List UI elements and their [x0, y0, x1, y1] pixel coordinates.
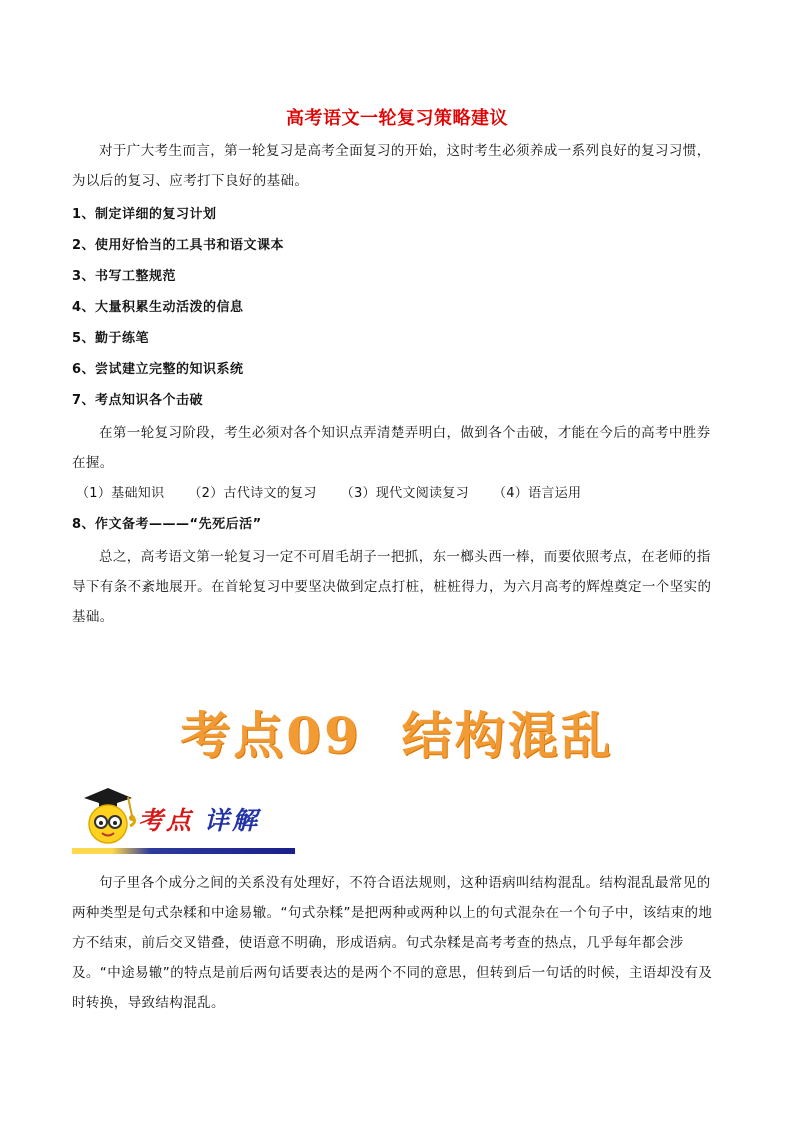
sub-item-row — [76, 484, 581, 504]
item7-paragraph: 在第一轮复习阶段，考生必须对各个知识点弄清楚弄明白，做到各个击破，才能在今后的高考中胜券在握。 — [72, 425, 711, 471]
banner-underline — [72, 848, 295, 854]
list-item: 2、使用好恰当的工具书和语文课本 — [72, 238, 285, 253]
list-item: 5、勤于练笔 — [72, 331, 150, 346]
sub-item: （1）基础知识 — [76, 486, 165, 501]
section-title — [0, 696, 794, 768]
list-item: 7、考点知识各个击破 — [72, 393, 204, 408]
banner-part1: 考点 — [138, 806, 195, 835]
list-item: 6、尝试建立完整的知识系统 — [72, 362, 244, 377]
intro-paragraph: 对于广大考生而言，第一轮复习是高考全面复习的开始，这时考生必须养成一系列良好的复习习惯，为以后的复习、应考打下良好的基础。 — [72, 143, 711, 189]
sub-item: （3）现代文阅读复习 — [340, 486, 469, 501]
sub-item: （2）古代诗文的复习 — [188, 486, 317, 501]
list-item: 3、书写工整规范 — [72, 269, 177, 284]
list-item: 1、制定详细的复习计划 — [72, 207, 217, 222]
sub-item: （4）语言运用 — [492, 486, 582, 501]
document-title: 高考语文一轮复习策略建议 — [286, 108, 508, 129]
banner-part2: 详解 — [204, 806, 261, 835]
conclusion-paragraph: 总之，高考语文第一轮复习一定不可眉毛胡子一把抓，东一榔头西一棒，而要依照考点，在老师的指导下有条不紊地展开。在首轮复习中要坚决做到定点打桩，桩桩得力，为六月高考的辉煌奠定一个坚实的基础。 — [72, 549, 712, 625]
list-item: 8、作文备考———“先死后活” — [72, 517, 262, 532]
banner-heading — [138, 801, 260, 837]
section-title-text: 结构混乱 — [401, 706, 614, 765]
list-item: 4、大量积累生动活泼的信息 — [72, 300, 244, 315]
explanation-paragraph: 句子里各个成分之间的关系没有处理好，不符合语法规则，这种语病叫结构混乱。结构混乱最常见的两种类型是句式杂糅和中途易辙。“句式杂糅”是把两种或两种以上的句式混杂在一个句子中，该结束的地方不结束，前后交叉错叠，使语意不明确，形成语病。句式杂糅是高考考查的热点，几乎每年都会涉及。“中途易辙”的特点是前后两句话要表达的是两个不同的意思，但转到后一句话的时候，主语却没有及时转换，导致结构混乱。 — [72, 875, 713, 1011]
section-title-number: 考点09 — [180, 706, 362, 765]
